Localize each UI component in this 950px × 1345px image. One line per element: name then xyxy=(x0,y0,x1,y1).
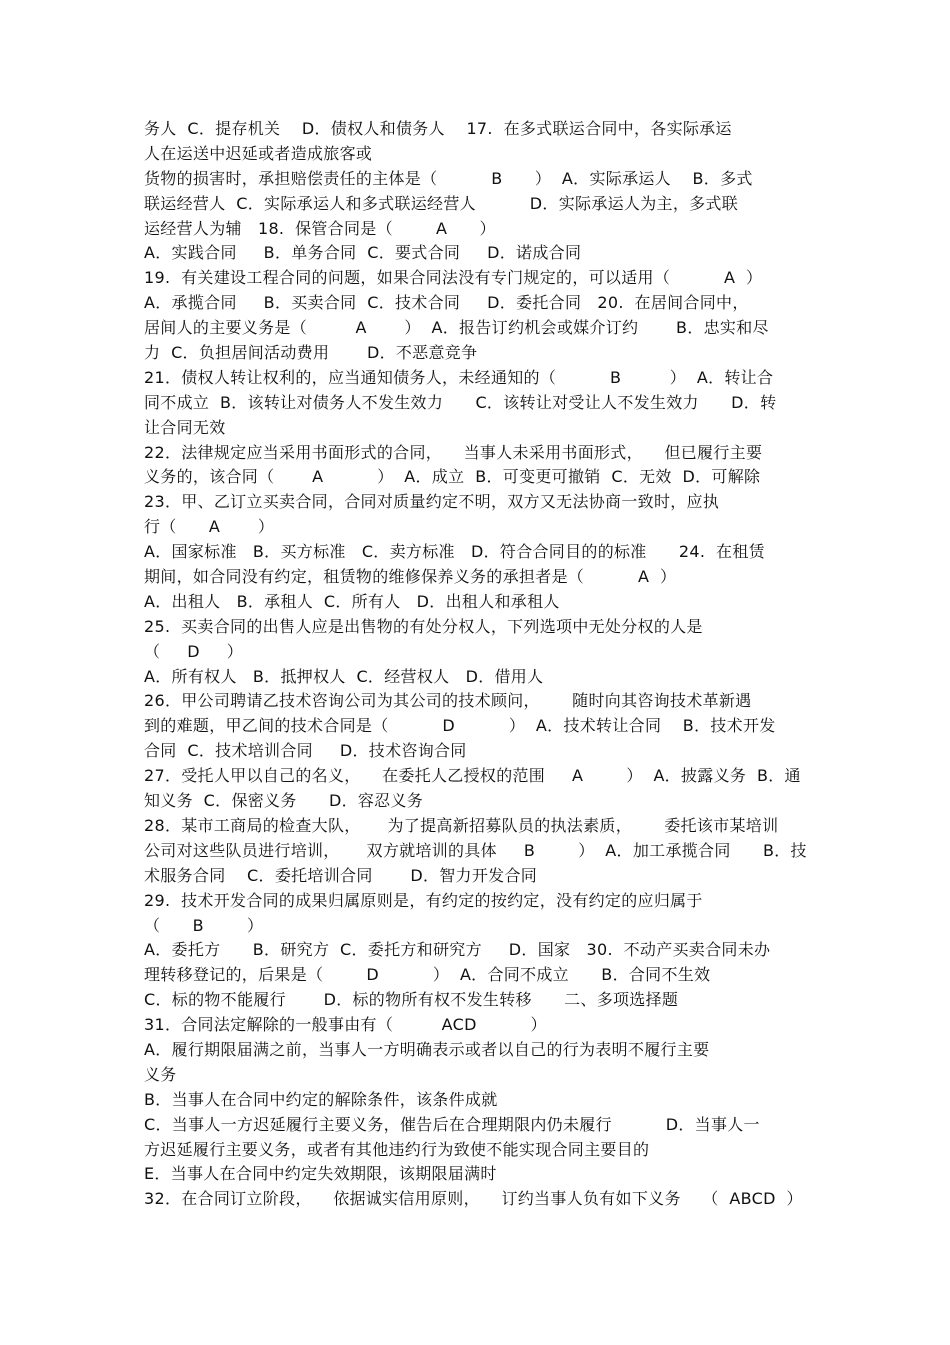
text-line: 29. 技术开发合同的成果归属原则是，有约定的按约定，没有约定的应归属于 xyxy=(144,890,703,910)
text-line: 义务 xyxy=(144,1064,177,1084)
text-line: A．实践合同 B．单务合同 C．要式合同 D．诺成合同 xyxy=(144,243,582,263)
text-line: 人在运送中迟延或者造成旅客或 xyxy=(144,143,373,163)
text-line: 19. 有关建设工程合同的问题，如果合同法没有专门规定的，可以适用（ A ） xyxy=(144,268,763,288)
text-line: 26．甲公司聘请乙技术咨询公司为其公司的技术顾问， 随时向其咨询技术革新遇 xyxy=(144,691,752,711)
text-line: C．标的物不能履行 D．标的物所有权不发生转移 二、多项选择题 xyxy=(144,990,679,1010)
text-line: A．履行期限届满之前，当事人一方明确表示或者以自己的行为表明不履行主要 xyxy=(144,1039,710,1059)
text-line: 行（ A ） xyxy=(144,517,275,537)
text-line: A．出租人 B．承租人 C．所有人 D．出租人和承租人 xyxy=(144,591,560,611)
text-line: 务人 C．提存机关 D．债权人和债务人 17. 在多式联运合同中，各实际承运 xyxy=(144,119,732,138)
text-line: B．当事人在合同中约定的解除条件，该条件成就 xyxy=(144,1089,498,1109)
document-body xyxy=(144,117,814,1212)
text-line: 理转移登记的，后果是（ D ） A．合同不成立 B．合同不生效 xyxy=(144,965,711,985)
text-line: A．承揽合同 B．买卖合同 C．技术合同 D．委托合同 20. 在居间合同中， xyxy=(144,293,749,313)
text-line: 21．债权人转让权利的，应当通知债务人，未经通知的（ B ） A．转让合 xyxy=(144,367,774,387)
text-line: （ D ） xyxy=(144,641,244,661)
text-line: A．所有权人 B．抵押权人 C．经营权人 D．借用人 xyxy=(144,666,544,686)
text-line: A．国家标准 B．买方标准 C．卖方标准 D．符合合同目的的标准 24. 在租赁 xyxy=(144,542,765,562)
text-line: E．当事人在合同中约定失效期限，该期限届满时 xyxy=(144,1164,497,1184)
text-line: 让合同无效 xyxy=(144,417,226,437)
text-line: 方迟延履行主要义务，或者有其他违约行为致使不能实现合同主要目的 xyxy=(144,1139,650,1159)
text-line: C．当事人一方迟延履行主要义务，催告后在合理期限内仍未履行 D．当事人一 xyxy=(144,1114,760,1134)
text-line: 期间，如合同没有约定，租赁物的维修保养义务的承担者是（ A ） xyxy=(144,567,677,587)
text-line: 28．某市工商局的检查大队， 为了提高新招募队员的执法素质， 委托该市某培训 xyxy=(144,815,779,835)
text-line: 22．法律规定应当采用书面形式的合同， 当事人未采用书面形式， 但已履行主要 xyxy=(144,442,763,462)
text-line: 合同 C．技术培训合同 D．技术咨询合同 xyxy=(144,741,467,761)
text-line: 居间人的主要义务是（ A ） A．报告订约机会或媒介订约 B．忠实和尽 xyxy=(144,318,769,338)
text-line: 力 C．负担居间活动费用 D．不恶意竞争 xyxy=(144,343,478,363)
text-line: 27．受托人甲以自己的名义， 在委托人乙授权的范围 A ） A．披露义务 B．通 xyxy=(144,766,801,786)
text-line: 25. 买卖合同的出售人应是出售物的有处分权人，下列选项中无处分权的人是 xyxy=(144,616,703,636)
text-line: 到的难题，甲乙间的技术合同是（ D ） A．技术转让合同 B．技术开发 xyxy=(144,716,776,736)
text-line: 23．甲、乙订立买卖合同，合同对质量约定不明，双方又无法协商一致时，应执 xyxy=(144,492,720,512)
text-line: （ B ） xyxy=(144,915,264,935)
text-line: 公司对这些队员进行培训， 双方就培训的具体 B ） A．加工承揽合同 B．技 xyxy=(144,840,807,860)
text-line: 同不成立 B．该转让对债务人不发生效力 C．该转让对受让人不发生效力 D．转 xyxy=(144,392,777,412)
text-line: 31．合同法定解除的一般事由有（ ACD ） xyxy=(144,1015,547,1035)
text-line: 知义务 C．保密义务 D．容忍义务 xyxy=(144,791,424,811)
text-line: A．委托方 B．研究方 C．委托方和研究方 D．国家 30. 不动产买卖合同未办 xyxy=(144,940,771,960)
text-line: 联运经营人 C．实际承运人和多式联运经营人 D．实际承运人为主，多式联 xyxy=(144,193,739,213)
text-line: 运经营人为辅 18. 保管合同是（ A ） xyxy=(144,218,496,238)
text-line: 货物的损害时，承担赔偿责任的主体是（ B ） A．实际承运人 B．多式 xyxy=(144,168,753,188)
text-line: 32．在合同订立阶段， 依据诚实信用原则， 订约当事人负有如下义务 （ ABCD ） xyxy=(144,1189,803,1209)
text-line: 义务的，该合同（ A ） A．成立 B．可变更可撤销 C．无效 D．可解除 xyxy=(144,467,761,487)
text-line: 术服务合同 C．委托培训合同 D．智力开发合同 xyxy=(144,865,538,885)
